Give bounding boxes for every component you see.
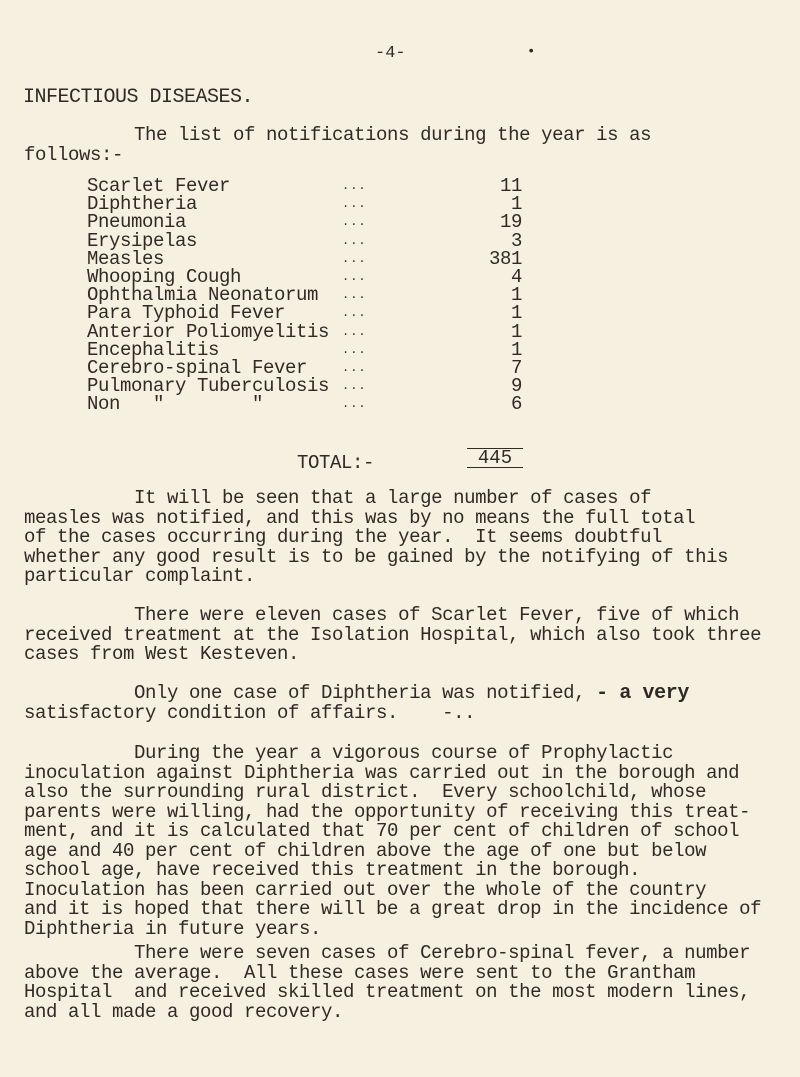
case-count: 4 [510, 266, 522, 289]
disease-name: Erysipelas [87, 229, 198, 252]
dot-leader: ... [342, 361, 367, 376]
dot-leader: ... [342, 324, 367, 339]
disease-name: Para Typhoid Fever [87, 302, 286, 325]
case-count: 3 [510, 229, 522, 252]
text-line: and it is hoped that there will be a great drop in the incidence of [24, 898, 762, 920]
case-count: 1 [510, 338, 522, 361]
dot-leader: ... [342, 306, 367, 321]
disease-name: Diphtheria [87, 193, 198, 216]
total-label: TOTAL:- [297, 452, 375, 474]
case-count: 381 [488, 247, 522, 270]
text-line: measles was notified, and this was by no means the full total [24, 506, 696, 529]
handwritten-insert: - a very [596, 682, 689, 705]
cerebro-spinal-paragraph [24, 944, 794, 1022]
text-line: and all made a good recovery. [24, 1000, 344, 1023]
ink-speck: • [527, 44, 536, 60]
text-line: inoculation against Diphtheria was carried out in the borough and [24, 761, 740, 784]
text-line: There were eleven cases of Scarlet Fever, five of which [24, 604, 740, 626]
case-count: 7 [510, 357, 522, 380]
disease-name: Non " " [87, 393, 264, 416]
text-line: ment, and it is calculated that 70 per cent of children of school [24, 820, 740, 842]
text-line: received treatment at the Isolation Hospital, which also took three [24, 623, 762, 646]
text-line: school age, have received this treatment in the borough. [24, 859, 641, 881]
dot-leader: ... [342, 179, 367, 193]
diphtheria-paragraph [24, 684, 794, 723]
text-line: whether any good result is to be gained by the notifying of this [24, 545, 729, 568]
case-count: 6 [510, 393, 522, 416]
measles-paragraph [24, 489, 794, 587]
case-count: 1 [510, 193, 522, 216]
text-line: Only one case of Diphtheria was notified, [24, 682, 597, 704]
notifications-table [87, 177, 522, 414]
disease-name: Measles [87, 247, 165, 270]
text-line: particular complaint. [24, 565, 256, 587]
text-line: During the year a vigorous course of Prophylactic [24, 742, 674, 764]
disease-name: Whooping Cough [87, 266, 242, 289]
dot-leader: ... [342, 342, 367, 357]
dot-leader: ... [342, 197, 367, 212]
dot-leader: ... [342, 270, 367, 285]
table-row [87, 395, 522, 413]
text-line: Hospital and received skilled treatment on the most modern lines, [24, 981, 751, 1003]
case-count: 1 [510, 284, 522, 307]
table-row [87, 213, 522, 231]
inoculation-paragraph [24, 744, 794, 939]
case-count: 1 [510, 302, 522, 325]
case-count: 11 [499, 175, 522, 197]
disease-name: Anterior Poliomyelitis [87, 320, 330, 343]
dot-leader: ... [342, 397, 367, 412]
page-number: -4- [375, 44, 406, 63]
text-line: cases from West Kesteven. [24, 643, 300, 665]
intro-paragraph [24, 126, 794, 165]
dot-leader: ... [342, 233, 367, 248]
disease-name: Pneumonia [87, 211, 187, 234]
case-count: 19 [499, 211, 522, 234]
text-line: satisfactory condition of affairs. -.. [24, 701, 476, 724]
text-line: There were seven cases of Cerebro-spinal fever, a number [24, 942, 751, 964]
text-line: also the surrounding rural district. Every schoolchild, whose [24, 781, 707, 803]
text-line: Diphtheria in future years. [24, 917, 322, 940]
dot-leader: ... [342, 215, 367, 230]
text-line: age and 40 per cent of children above the age of one but below [24, 839, 707, 862]
text-line: parents were willing, had the opportunity of receiving this treat- [24, 800, 751, 823]
text-line: of the cases occurring during the year. It seems doubtful [24, 526, 663, 548]
table-row [87, 304, 522, 322]
intro-line: The list of notifications during the year is as [24, 124, 652, 146]
scarlet-fever-paragraph [24, 606, 794, 665]
text-line: Inoculation has been carried out over the whole of the country [24, 878, 707, 901]
dot-leader: ... [342, 288, 367, 303]
case-count: 9 [510, 375, 522, 398]
disease-name: Scarlet Fever [87, 175, 231, 197]
disease-name: Encephalitis [87, 338, 220, 361]
total-value: 445 [467, 448, 523, 468]
intro-line: follows:- [24, 143, 124, 166]
dot-leader: ... [342, 379, 367, 394]
dot-leader: ... [342, 251, 367, 266]
text-line: above the average. All these cases were sent to the Grantham [24, 961, 696, 984]
disease-name: Ophthalmia Neonatorum [87, 284, 319, 307]
disease-name: Pulmonary Tuberculosis [87, 375, 330, 398]
text-line: It will be seen that a large number of cases of [24, 487, 652, 509]
section-heading: INFECTIOUS DISEASES. [23, 86, 254, 109]
case-count: 1 [510, 320, 522, 343]
disease-name: Cerebro-spinal Fever [87, 357, 308, 380]
